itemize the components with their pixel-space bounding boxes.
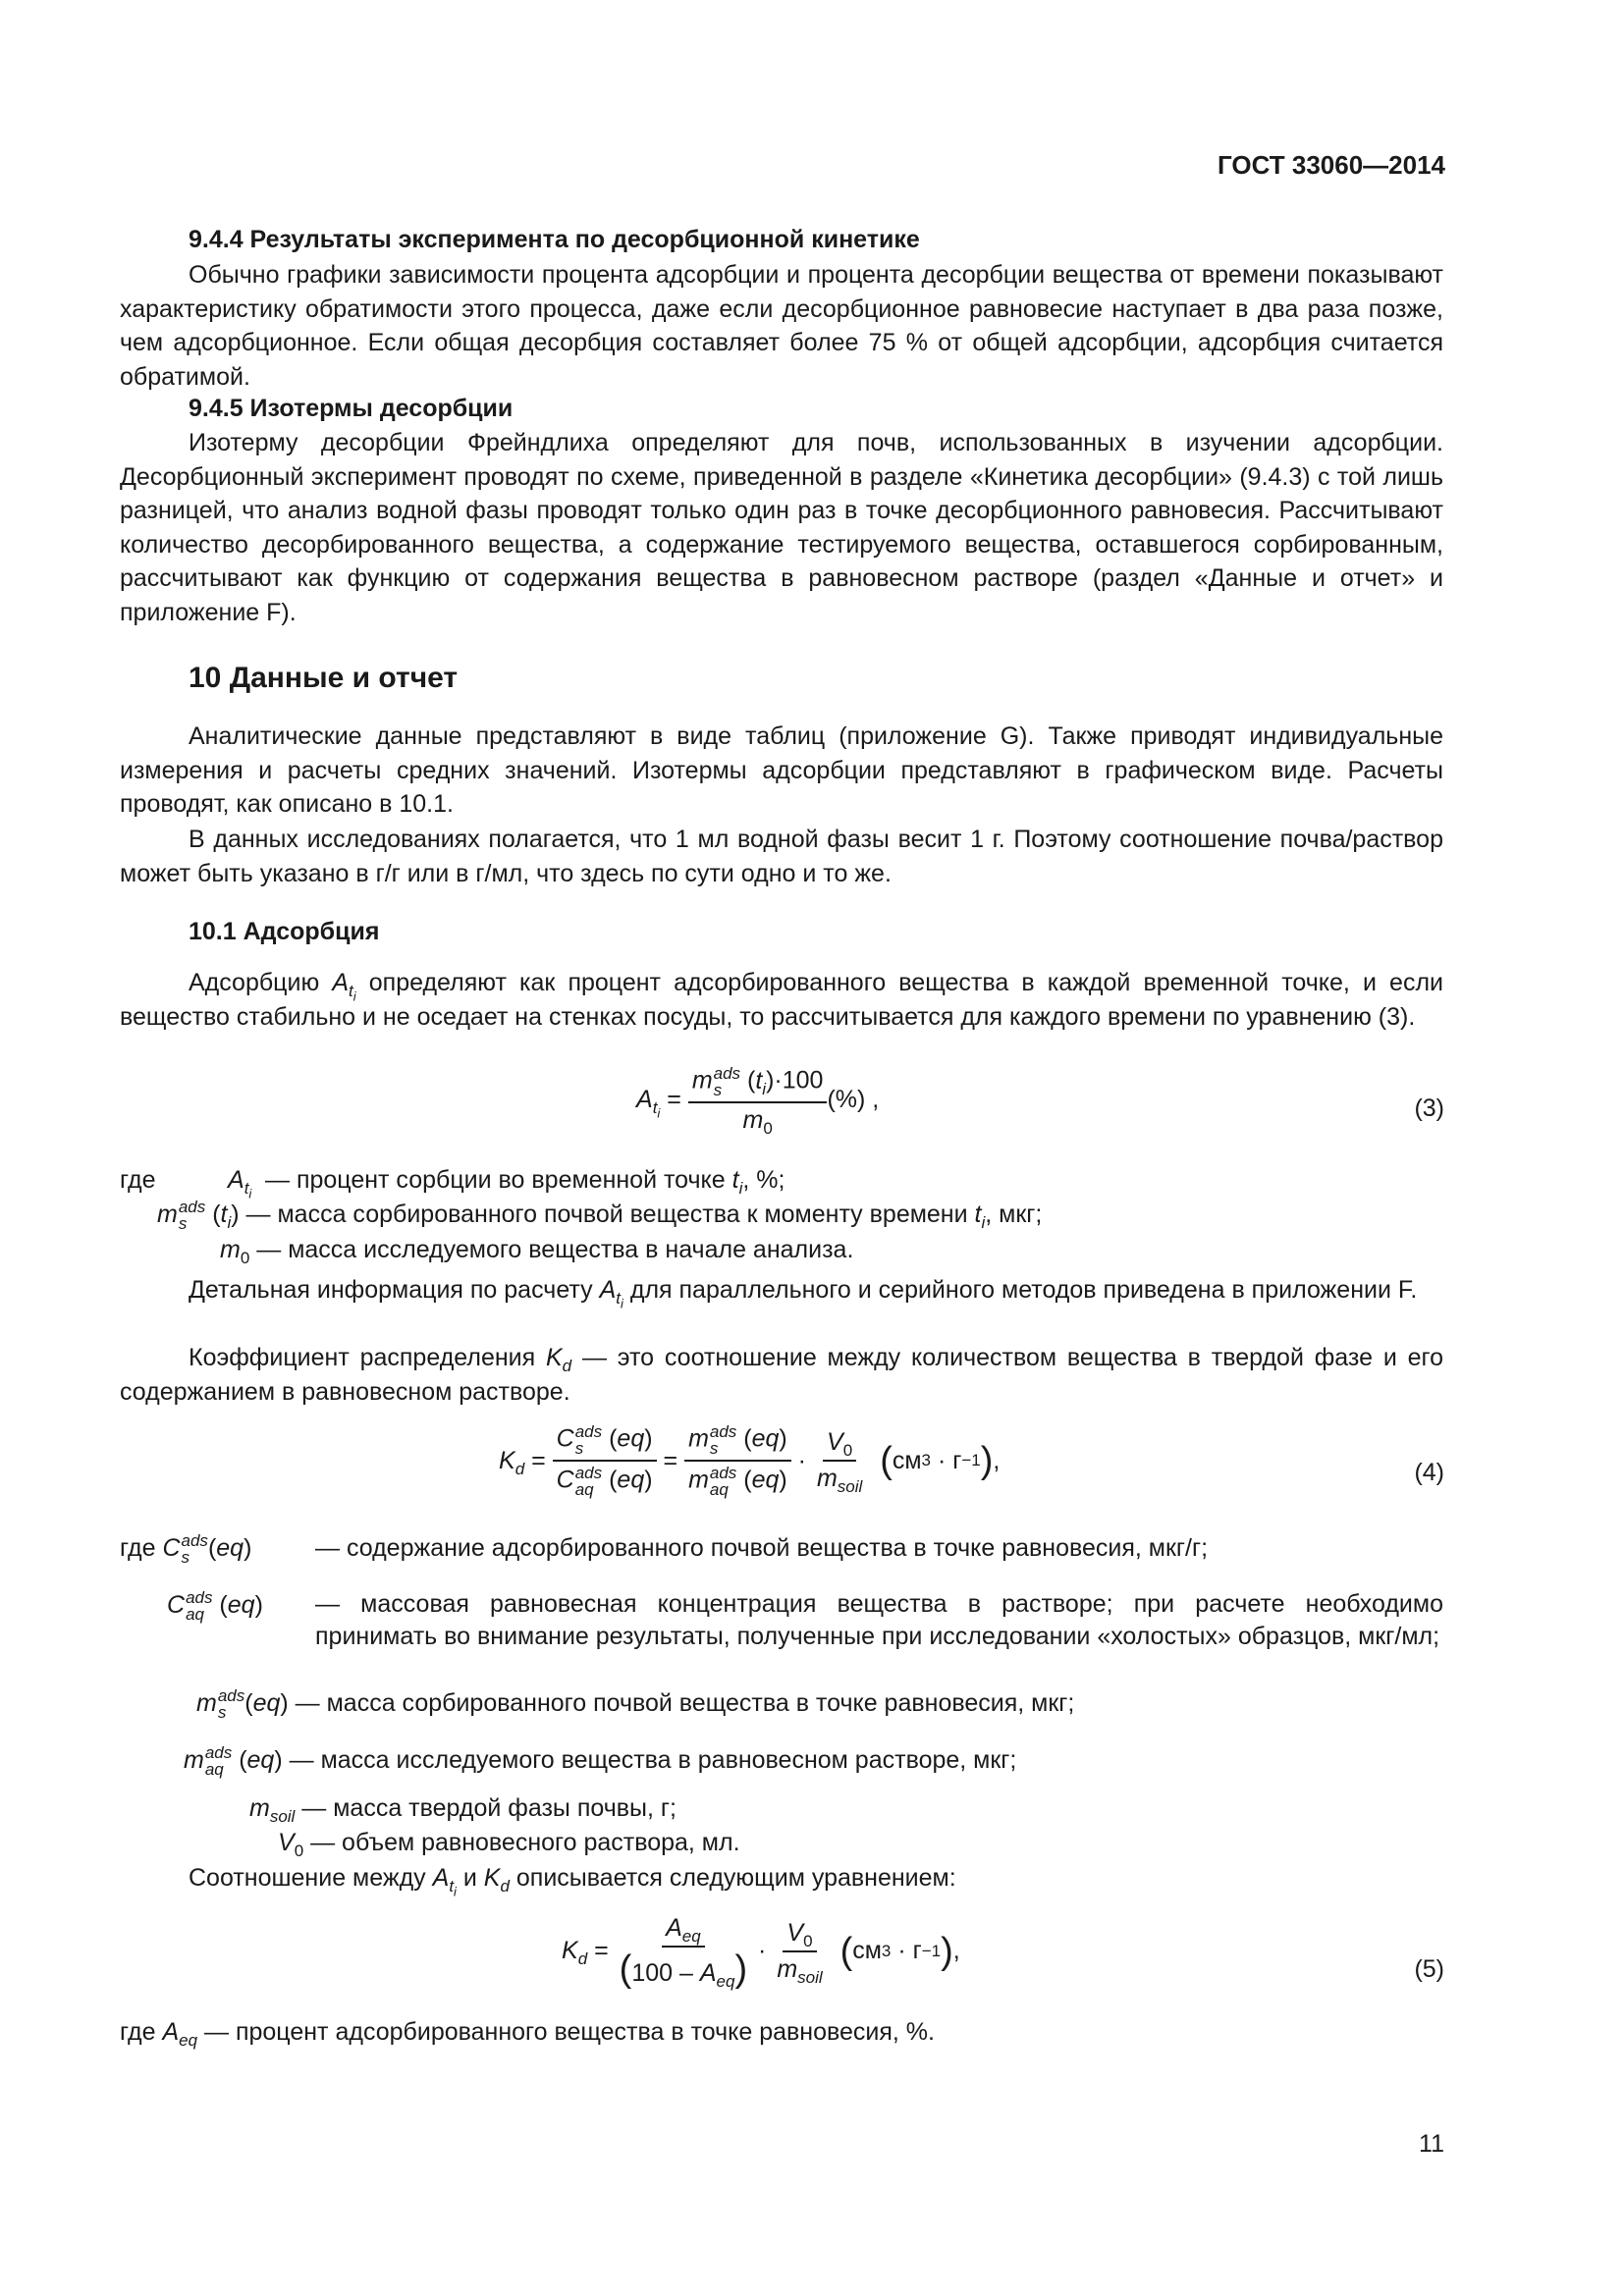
- heading-9-4-4: 9.4.4 Результаты эксперимента по десорбционной кинетике: [189, 226, 920, 253]
- equation-5-number: (5): [1414, 1955, 1444, 1983]
- equation-4: $K_d$ = C ads s (eq) C ads aq (eq) = m ads s (eq) m ads aq (eq) · $\frac{V_0}{m_{soil}}$ ( см 3 · г −1 ) ,: [499, 1422, 1001, 1499]
- paragraph-10-2: В данных исследованиях полагается, что 1 мл водной фазы весит 1 г. Поэтому соотношение почва/раствор может быть указано в г/г или в г/мл, что здесь по сути одно и то же.: [120, 826, 1443, 887]
- equation-3: $A_{t_i}$ = m ads s $(t_i)\cdot 100$ $m_0$ (%) ,: [636, 1064, 880, 1138]
- paragraph-relation: Соотношение между $A_{t_i}$ и $K_d$ описывается следующим уравнением:: [189, 1864, 956, 1899]
- equation-5: $K_d$ = $\frac{A_{eq}}{(100 - A_{eq})}$ · $\frac{V_0}{m_{soil}}$ ( см 3 · г −1 ) ,: [562, 1914, 960, 1991]
- paragraph-9-4-5: Изотерму десорбции Фрейндлиха определяют для почв, использованных в изучении адсорбции. Десорбционный эксперимент проводят по схеме, приведенной в разделе «Кинетика десорбции» (9.4.3) с той лишь разницей, что анализ водной фазы проводят только один раз в точке десорбционного равновесия. Рассчитывают количество десорбированного вещества, а содержание тестируемого вещества, оставшегося сорбированным, рассчитывают как функцию от содержания вещества в равновесном растворе (раздел «Данные и отчет» и приложение F).: [120, 429, 1443, 626]
- def-4-6: $V_0$ — объем равновесного раствора, мл.: [278, 1829, 740, 1860]
- document-id: ГОСТ 33060—2014: [1218, 150, 1445, 180]
- def-4-2: — массовая равновесная концентрация вещества в растворе; при расчете необходимо принимать во внимание результаты, полученные при исследовании «холостых» образцов, мкг/мл;: [315, 1590, 1443, 1650]
- def-4-4: m ads aq (eq) — масса исследуемого вещества в равновесном растворе, мкг;: [184, 1743, 1017, 1780]
- equation-3-number: (3): [1414, 1095, 1444, 1122]
- heading-10-1: 10.1 Адсорбция: [189, 918, 380, 945]
- paragraph-kd: Коэффициент распределения $K_d$ — это соотношение между количеством вещества в твердой фазе и его содержанием в равновесном растворе.: [120, 1344, 1443, 1406]
- paragraph-9-4-4: Обычно графики зависимости процента адсорбции и процента десорбции вещества от времени показывают характеристику обратимости этого процесса, даже если десорбционное равновесие наступает в два раза позже, чем адсорбционное. Если общая десорбция составляет более 75 % от общей адсорбции, адсорбция считается обратимой.: [120, 261, 1443, 391]
- page-number: 11: [1419, 2130, 1444, 2158]
- def-4-1: где C ads s (eq): [120, 1531, 252, 1568]
- paragraph-parallel-serial: Детальная информация по расчету $A_{t_i}$ для параллельного и серийного методов приведена в приложении F.: [189, 1276, 1418, 1311]
- def-5: где $A_{eq}$ — процент адсорбированного вещества в точке равновесия, %.: [120, 2018, 935, 2050]
- def-4-3: m ads s (eq) — масса сорбированного почвой вещества в точке равновесия, мкг;: [196, 1686, 1075, 1723]
- def-3-3: $m_0$ — масса исследуемого вещества в начале анализа.: [220, 1236, 854, 1267]
- def-4-2-symbol: C ads aq (eq): [167, 1588, 263, 1625]
- def-3-2: m ads s $(t_i)$ — масса сорбированного почвой вещества к моменту времени $t_i$, мкг;: [157, 1198, 1043, 1234]
- def-3-1: где $A_{t_i}$ — процент сорбции во временной точке $t_i$, %;: [120, 1166, 785, 1201]
- def-4-5: $m_{soil}$ — масса твердой фазы почвы, г;: [249, 1794, 677, 1826]
- heading-10: 10 Данные и отчет: [189, 662, 459, 694]
- equation-4-number: (4): [1414, 1459, 1444, 1486]
- paragraph-adsorption: Адсорбцию $A_{t_i}$ определяют как процент адсорбированного вещества в каждой временной точке, и если вещество стабильно и не оседает на стенках посуды, то рассчитывается для каждого времени по уравнению (3).: [120, 969, 1443, 1031]
- symbol-a-ti: $A_{t_i}$: [332, 969, 356, 1004]
- heading-9-4-5: 9.4.5 Изотермы десорбции: [189, 395, 514, 422]
- paragraph-10-1: Аналитические данные представляют в виде таблиц (приложение G). Также приводят индивидуальные измерения и расчеты средних значений. Изотермы адсорбции представляют в графическом виде. Расчеты проводят, как описано в 10.1.: [120, 722, 1443, 818]
